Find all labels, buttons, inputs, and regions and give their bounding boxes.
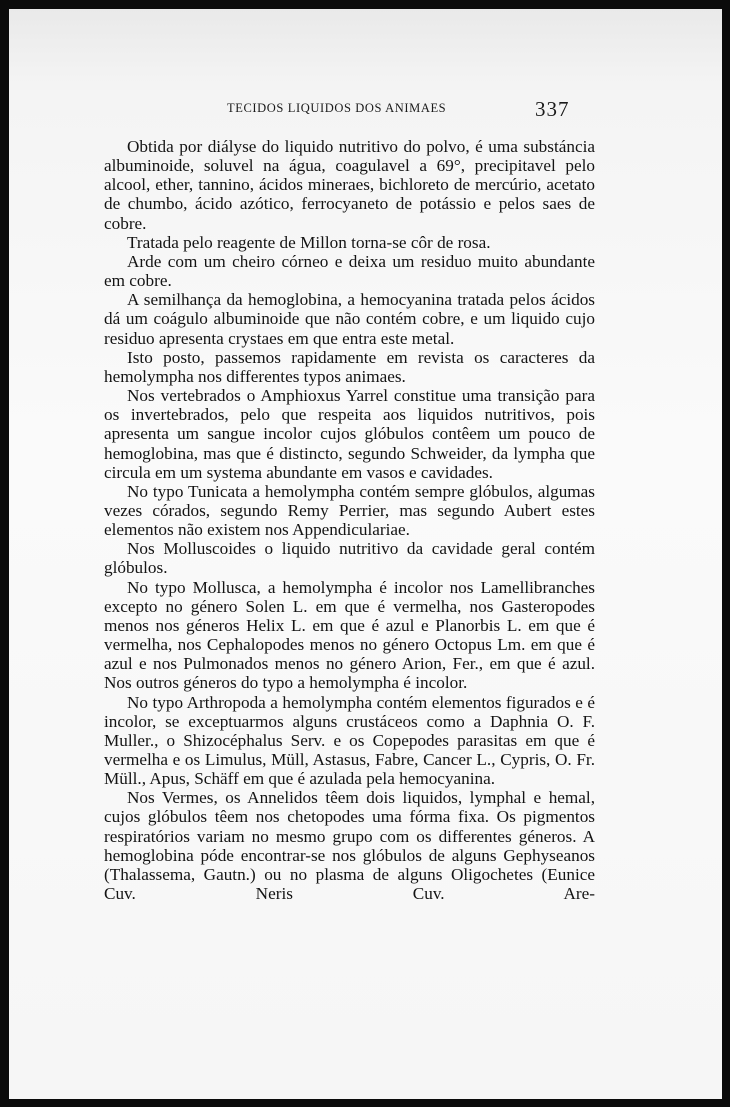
paragraph-hemocyanina-properties: Obtida por diályse do liquido nutritivo do polvo, é uma substáncia albuminoide, soluvel na água, coagulavel a 69°, precipitavel pelo alcool, ether, tannino, ácidos mineraes, bichloreto de mercúrio, acetato de chumbo, ácido azótico, ferrocyaneto de potássio e pelos saes de cobre. bbox=[104, 137, 595, 233]
paragraph-review-intro: Isto posto, passemos rapidamente em revista os caracteres da hemolympha nos differentes typos animaes. bbox=[104, 347, 595, 386]
paragraph-molluscoides: Nos Molluscoides o liquido nutritivo da cavidade geral contém glóbulos. bbox=[104, 539, 595, 578]
paragraph-vertebrados: Nos vertebrados o Amphioxus Yarrel constitue uma transição para os invertebrados, pelo que respeita aos liquidos nutritivos, pois apresenta um sangue incolor cujos glóbulos contêem um pouco de hemoglobina, mas que é distincto, segundo Schweider, da lympha que circula em um systema abundante em vasos e cavidades. bbox=[104, 386, 595, 482]
page-header bbox=[9, 97, 722, 121]
paragraph-tunicata: No typo Tunicata a hemolympha contém sempre glóbulos, algumas vezes córados, segundo Remy Perrier, mas segundo Aubert estes elementos não existem nos Appendiculariae. bbox=[104, 481, 595, 540]
paragraph-combustion: Arde com um cheiro córneo e deixa um residuo muito abundante em cobre. bbox=[104, 251, 595, 291]
paragraph-vermes: Nos Vermes, os Annelidos têem dois liquidos, lymphal e hemal, cujos glóbulos têem nos chetopodes uma fórma fixa. Os pigmentos respiratórios variam no mesmo grupo com os differentes géneros. A hemoglobina póde encontrar-se nos glóbulos de alguns Gephyseanos (Thalassema, Gautn.) ou no plasma de alguns Oligochetes (Eunice Cuv. Neris Cuv. Are- bbox=[104, 788, 595, 904]
book-page bbox=[9, 9, 722, 1099]
body-text bbox=[104, 137, 595, 903]
paragraph-acid-treatment: A semilhança da hemoglobina, a hemocyanina tratada pelos ácidos dá um coágulo albuminoide que não contém cobre, e um liquido cujo residuo apresenta crystaes em que entra este metal. bbox=[104, 290, 595, 348]
paragraph-millon-reagent: Tratada pelo reagente de Millon torna-se côr de rosa. bbox=[127, 232, 491, 252]
paragraph-arthropoda: No typo Arthropoda a hemolympha contém elementos figurados e é incolor, se exceptuarmos alguns crustáceos como a Daphnia O. F. Muller., o Shizocéphalus Serv. e os Copepodes parasitas em que é vermelha e os Limulus, Müll, Astasus, Fabre, Cancer L., Cypris, O. Fr. Müll., Apus, Schäff em que é azulada pela hemocyanina. bbox=[104, 692, 595, 789]
page-number: 337 bbox=[535, 97, 570, 121]
paragraph-mollusca: No typo Mollusca, a hemolympha é incolor nos Lamellibranches excepto no género Solen L. em que é vermelha, nos Gasteropodes menos nos géneros Helix L. em que é azul e Planorbis L. em que é vermelha, nos Cephalopodes menos no género Octopus Lm. em que é azul e nos Pulmonados menos no género Arion, Fer., em que é azul. Nos outros géneros do typo a hemolympha é incolor. bbox=[104, 577, 595, 693]
running-title: TECIDOS LIQUIDOS DOS ANIMAES bbox=[227, 101, 447, 115]
